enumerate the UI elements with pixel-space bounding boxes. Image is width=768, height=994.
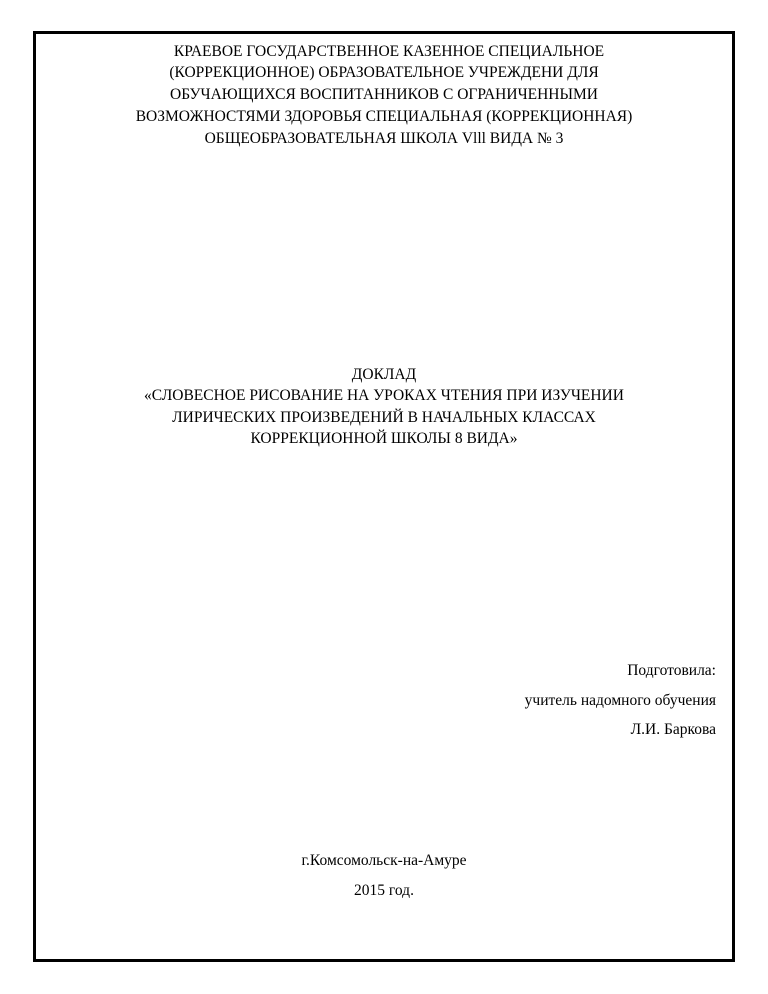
prepared-label: Подготовила: — [627, 662, 716, 679]
header-line-5: ОБЩЕОБРАЗОВАТЕЛЬНАЯ ШКОЛА Vlll ВИДА № 3 — [204, 130, 564, 147]
header-line-3: ОБУЧАЮЩИХСЯ ВОСПИТАННИКОВ С ОГРАНИЧЕННЫМИ — [170, 86, 598, 103]
year: 2015 год. — [354, 882, 414, 899]
header-line-1: КРАЕВОЕ ГОСУДАРСТВЕННОЕ КАЗЕННОЕ СПЕЦИАЛЬНОЕ — [173, 43, 605, 60]
title-line-3: КОРРЕКЦИОННОЙ ШКОЛЫ 8 ВИДА» — [250, 430, 518, 447]
author-position: учитель надомного обучения — [524, 692, 716, 709]
title-line-1: «СЛОВЕСНОЕ РИСОВАНИЕ НА УРОКАХ ЧТЕНИЯ ПРИ ИЗУЧЕНИИ — [144, 387, 624, 404]
header-line-2: (КОРРЕКЦИОННОЕ) ОБРАЗОВАТЕЛЬНОЕ УЧРЕЖДЕНИ ДЛЯ — [169, 64, 599, 81]
header-line-4: ВОЗМОЖНОСТЯМИ ЗДОРОВЬЯ СПЕЦИАЛЬНАЯ (КОРРЕКЦИОННАЯ) — [135, 108, 633, 125]
title-line-2: ЛИРИЧЕСКИХ ПРОИЗВЕДЕНИЙ В НАЧАЛЬНЫХ КЛАССАХ — [172, 409, 596, 426]
author-name: Л.И. Баркова — [630, 721, 716, 738]
title-label: ДОКЛАД — [351, 366, 417, 383]
city: г.Комсомольск-на-Амуре — [301, 852, 467, 869]
page-border — [33, 31, 735, 962]
